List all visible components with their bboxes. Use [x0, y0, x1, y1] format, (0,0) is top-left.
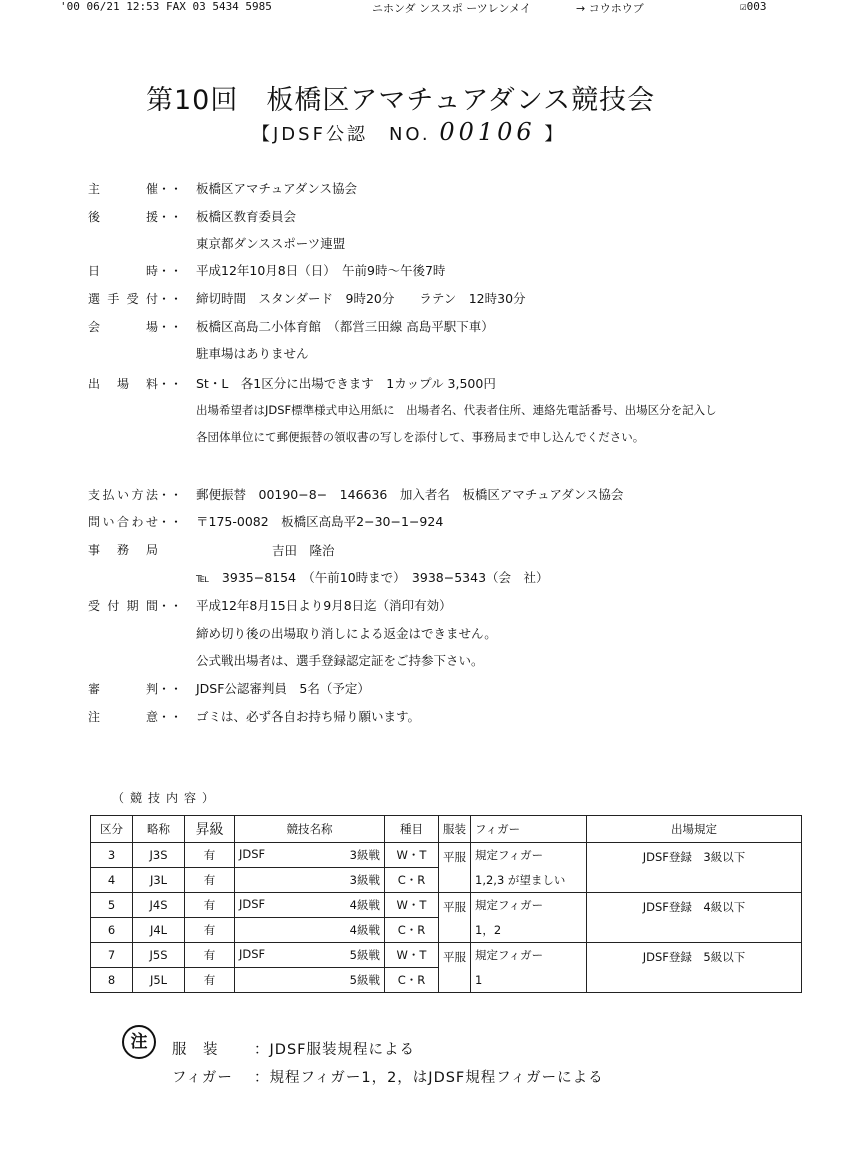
info-label-datetime: 日時: [88, 264, 158, 278]
cell-name: [235, 868, 385, 893]
cell-rule: JDSF登録 3級以下: [587, 843, 802, 893]
cell-name: [235, 843, 385, 868]
info-dots: ・・: [158, 515, 183, 529]
info-dots: ・・: [158, 292, 183, 306]
info-dots: ・・: [158, 320, 183, 334]
info-value-period-refund: 締め切り後の出場取り消しによる返金はできません。: [196, 626, 497, 641]
page-title: 第10回 板橋区アマチュアダンス競技会: [146, 85, 656, 116]
cell-abbr: J4L: [133, 918, 185, 943]
cell-kubun: 5: [91, 893, 133, 918]
cell-rule: JDSF登録 5級以下: [587, 943, 802, 993]
cell-name-org: JDSF: [239, 897, 266, 911]
cell-abbr: J5L: [133, 968, 185, 993]
subtitle-suffix: 】: [544, 124, 566, 145]
competition-section-title: （競技内容）: [112, 791, 221, 805]
info-dots: ・・: [158, 682, 183, 696]
col-header-kubun: 区分: [91, 816, 133, 843]
cell-promotion: 有: [185, 868, 235, 893]
info-value-fee-detail-2: 各団体単位にて郵便振替の領収書の写しを添付して、事務局まで申し込んでください。: [196, 430, 645, 444]
cell-promotion: 有: [185, 918, 235, 943]
fax-header-left: '00 06/21 12:53 FAX 03 5434 5985: [60, 0, 272, 13]
info-label-caution: 注意: [88, 710, 158, 724]
cell-name-grade: 3級戦: [349, 848, 380, 862]
cell-figure: 1，2: [471, 918, 587, 943]
cell-name: [235, 968, 385, 993]
col-header-dress: 服装: [439, 816, 471, 843]
cell-figure: 1,2,3 が望ましい: [471, 868, 587, 893]
cell-figure: 規定フィガー: [471, 943, 587, 968]
info-label-fee: 出場料: [88, 377, 158, 391]
fax-header-recipient: → コウホウブ: [576, 2, 644, 15]
info-value-inquiry-contact: 吉田 隆治: [272, 543, 335, 558]
cell-name: [235, 918, 385, 943]
cell-abbr: J4S: [133, 893, 185, 918]
info-dots: ・・: [158, 710, 183, 724]
col-header-figure: フィガー: [471, 816, 587, 843]
info-dots: ・・: [158, 264, 183, 278]
cell-kubun: 6: [91, 918, 133, 943]
cell-name-grade: 5級戦: [349, 973, 380, 987]
cell-promotion: 有: [185, 968, 235, 993]
cell-dress: 平服: [439, 943, 471, 993]
cell-abbr: J3S: [133, 843, 185, 868]
info-dots: ・・: [158, 488, 183, 502]
cell-dress: 平服: [439, 843, 471, 893]
cell-kubun: 8: [91, 968, 133, 993]
cell-event: C・R: [385, 968, 439, 993]
note-figure-label: フィガー: [172, 1070, 233, 1086]
info-value-sponsor: 板橋区アマチュアダンス協会: [196, 181, 358, 196]
cell-abbr: J5S: [133, 943, 185, 968]
info-value-period: 平成12年8月15日より9月8日迄（消印有効）: [196, 598, 452, 613]
cell-event: W・T: [385, 893, 439, 918]
info-label-support: 後援: [88, 210, 158, 224]
info-label-reception: 選手受付: [88, 292, 158, 306]
cell-name-org: JDSF: [239, 947, 266, 961]
table-row: [91, 843, 802, 868]
cell-name-org: JDSF: [239, 847, 266, 861]
info-value-inquiry-phone: ℡ 3935−8154 （午前10時まで） 3938−5343（会 社）: [196, 570, 549, 585]
cell-name-grade: 3級戦: [349, 873, 380, 887]
info-value-support-2: 東京都ダンススポーツ連盟: [196, 236, 346, 251]
cell-event: W・T: [385, 843, 439, 868]
fax-header-page: ☑003: [740, 0, 767, 13]
cell-figure: 規定フィガー: [471, 843, 587, 868]
competition-table: [90, 815, 802, 993]
col-header-promotion: 昇級: [185, 816, 235, 843]
cell-name: [235, 943, 385, 968]
info-value-parking: 駐車場はありません: [196, 346, 309, 361]
info-dots: ・・: [158, 182, 183, 196]
cell-promotion: 有: [185, 943, 235, 968]
cell-name-grade: 4級戦: [349, 898, 380, 912]
cell-kubun: 4: [91, 868, 133, 893]
table-row: [91, 893, 802, 918]
info-value-venue: 板橋区高島二小体育館 （都営三田線 高島平駅下車）: [196, 319, 494, 334]
info-value-reception: 締切時間 スタンダード 9時20分 ラテン 12時30分: [196, 291, 526, 306]
cell-figure: 規定フィガー: [471, 893, 587, 918]
info-label-office: 事務局: [88, 543, 158, 557]
cell-abbr: J3L: [133, 868, 185, 893]
cell-event: W・T: [385, 943, 439, 968]
cell-promotion: 有: [185, 843, 235, 868]
info-label-sponsor: 主催: [88, 182, 158, 196]
fax-header-sender: ニホンダ ンススポ ーツレンメイ: [372, 2, 531, 15]
info-value-period-license: 公式戦出場者は、選手登録認定証をご持参下さい。: [196, 653, 484, 668]
info-value-judges: JDSF公認審判員 5名（予定）: [196, 681, 370, 696]
page-subtitle: [252, 118, 565, 146]
cell-kubun: 3: [91, 843, 133, 868]
info-dots: ・・: [158, 377, 183, 391]
cell-name: [235, 893, 385, 918]
info-label-judges: 審判: [88, 682, 158, 696]
cell-event: C・R: [385, 868, 439, 893]
note-dress-text: ：JDSF服装規程による: [254, 1042, 415, 1058]
info-label-venue: 会場: [88, 320, 158, 334]
info-label-period: 受付期間: [88, 599, 158, 613]
table-row: [91, 943, 802, 968]
info-value-fee: St・L 各1区分に出場できます 1カップル 3,500円: [196, 376, 496, 391]
cell-event: C・R: [385, 918, 439, 943]
cell-kubun: 7: [91, 943, 133, 968]
cell-name-grade: 5級戦: [349, 948, 380, 962]
cell-name-grade: 4級戦: [349, 923, 380, 937]
cell-rule: JDSF登録 4級以下: [587, 893, 802, 943]
table-header-row: [91, 816, 802, 843]
note-figure-text: ：規程フィガー1，2，はJDSF規程フィガーによる: [254, 1070, 604, 1086]
note-dress-label: 服 装: [172, 1042, 219, 1058]
col-header-abbr: 略称: [133, 816, 185, 843]
col-header-event: 種目: [385, 816, 439, 843]
cell-dress: 平服: [439, 893, 471, 943]
subtitle-prefix: 【JDSF公認 NO.: [252, 124, 431, 145]
info-value-support-1: 板橋区教育委員会: [196, 209, 297, 224]
cell-figure: 1: [471, 968, 587, 993]
cell-promotion: 有: [185, 893, 235, 918]
info-value-payment: 郵便振替 00190−8− 146636 加入者名 板橋区アマチュアダンス協会: [196, 487, 624, 502]
info-label-payment: 支払い方法: [88, 488, 158, 502]
info-dots: ・・: [158, 599, 183, 613]
col-header-rule: 出場規定: [587, 816, 802, 843]
col-header-name: 競技名称: [235, 816, 385, 843]
info-value-inquiry-address: 〒175-0082 板橋区高島平2−30−1−924: [196, 514, 444, 529]
info-value-datetime: 平成12年10月8日（日） 午前9時〜午後7時: [196, 263, 446, 278]
info-dots: ・・: [158, 210, 183, 224]
info-value-caution: ゴミは、必ず各自お持ち帰り願います。: [196, 709, 421, 724]
info-value-fee-detail-1: 出場希望者はJDSF標準様式申込用紙に 出場者名、代表者住所、連絡先電話番号、出場区分を記入し: [196, 403, 717, 417]
note-mark: 注: [122, 1025, 156, 1059]
info-label-inquiry: 問い合わせ: [88, 515, 158, 529]
sanction-number: 00106: [439, 118, 536, 146]
